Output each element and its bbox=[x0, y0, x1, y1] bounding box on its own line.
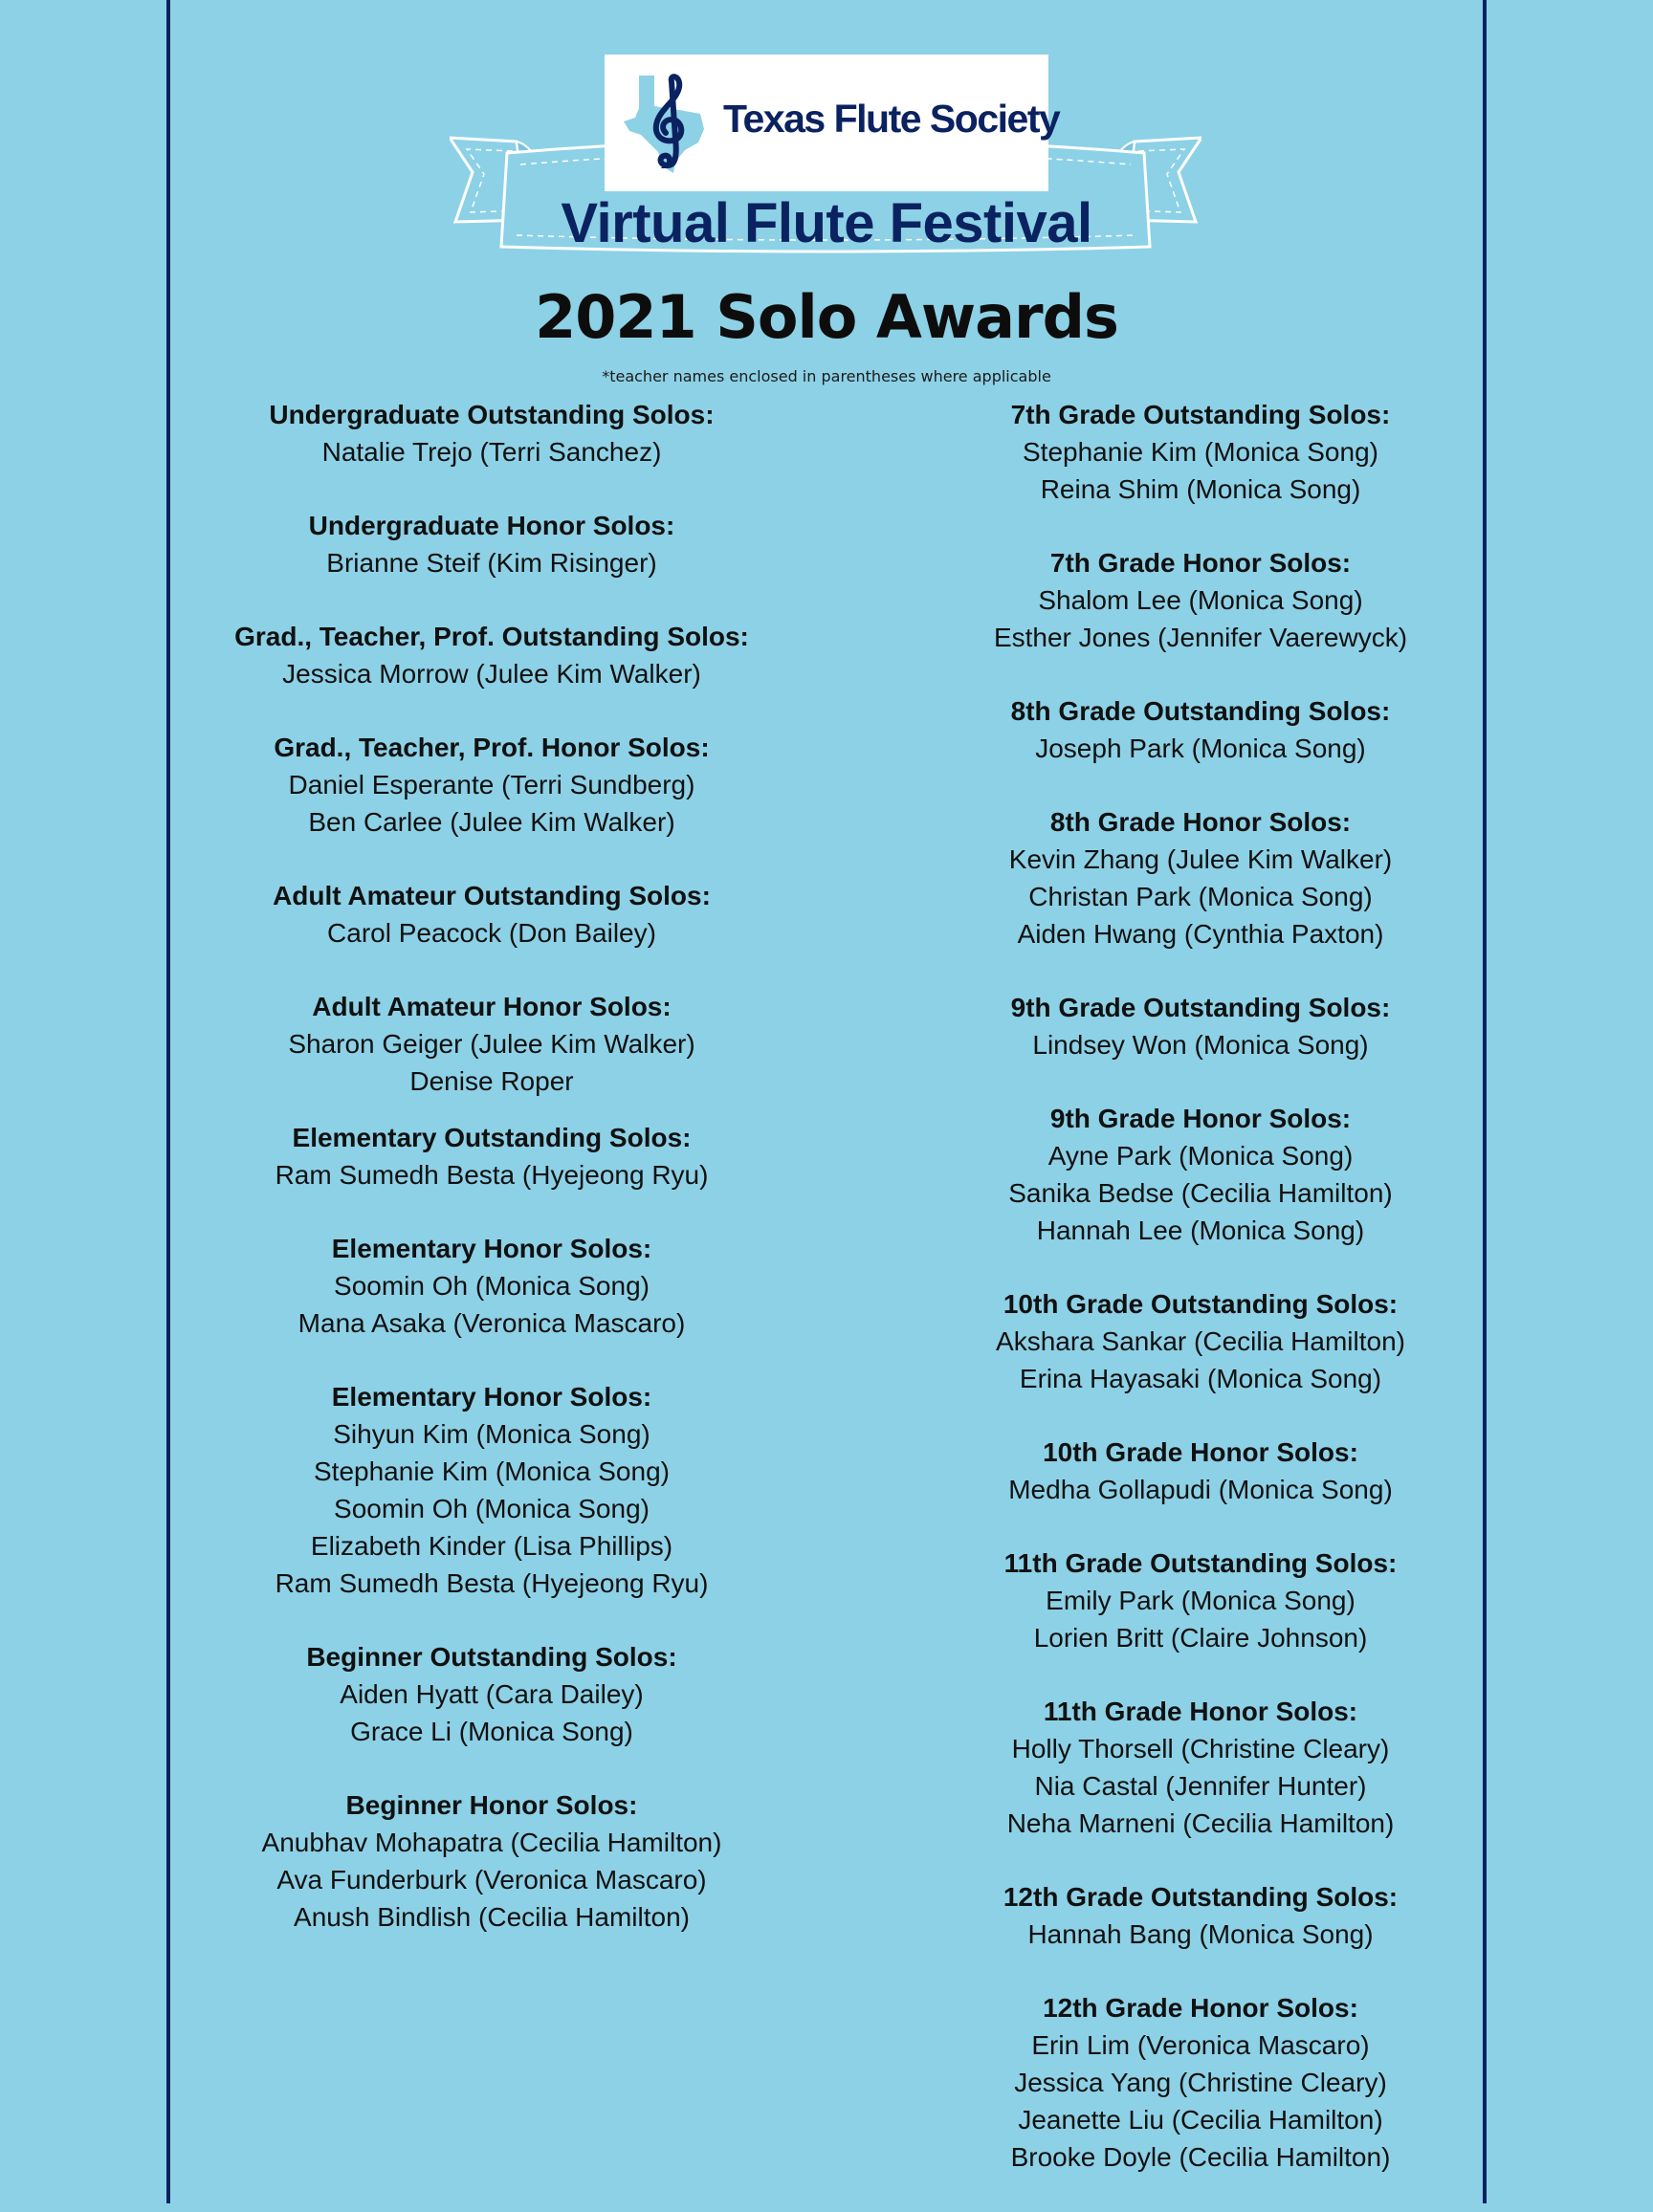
award-category-heading: 7th Grade Outstanding Solos: bbox=[1010, 400, 1391, 429]
awardee-name: Brianne Steif (Kim Risinger) bbox=[326, 548, 657, 578]
awardee-name: Erina Hayasaki (Monica Song) bbox=[1019, 1364, 1382, 1393]
awardee-name: Jeanette Liu (Cecilia Hamilton) bbox=[1018, 2105, 1383, 2135]
award-section bbox=[182, 877, 802, 952]
award-section bbox=[182, 396, 802, 471]
awardee-name: Lindsey Won (Monica Song) bbox=[1032, 1030, 1369, 1060]
award-section bbox=[923, 1544, 1478, 1656]
logo-text: Texas Flute Society bbox=[723, 97, 1060, 141]
award-category-heading: 10th Grade Honor Solos: bbox=[1043, 1437, 1358, 1467]
award-section bbox=[182, 618, 802, 692]
awardee-name: Stephanie Kim (Monica Song) bbox=[314, 1456, 670, 1486]
awardee-name: Jessica Morrow (Julee Kim Walker) bbox=[282, 659, 701, 689]
awardee-name: Medha Gollapudi (Monica Song) bbox=[1008, 1475, 1393, 1504]
award-section bbox=[923, 544, 1478, 656]
award-category-heading: Elementary Outstanding Solos: bbox=[292, 1123, 692, 1152]
award-category-heading: Adult Amateur Honor Solos: bbox=[312, 992, 672, 1021]
award-category-heading: 10th Grade Outstanding Solos: bbox=[1003, 1289, 1399, 1319]
right-award-column bbox=[923, 396, 1478, 2212]
awardee-name: Natalie Trejo (Terri Sanchez) bbox=[321, 437, 662, 467]
award-section bbox=[923, 1878, 1478, 1953]
award-category-heading: Grad., Teacher, Prof. Outstanding Solos: bbox=[234, 622, 749, 651]
awardee-name: Soomin Oh (Monica Song) bbox=[334, 1494, 650, 1523]
award-section bbox=[923, 1693, 1478, 1842]
awardee-name: Aiden Hwang (Cynthia Paxton) bbox=[1017, 919, 1384, 949]
award-category-heading: Undergraduate Outstanding Solos: bbox=[269, 400, 715, 429]
awardee-name: Akshara Sankar (Cecilia Hamilton) bbox=[996, 1326, 1405, 1356]
awardee-name: Anubhav Mohapatra (Cecilia Hamilton) bbox=[261, 1828, 722, 1857]
award-section bbox=[923, 989, 1478, 1063]
awardee-name: Sharon Geiger (Julee Kim Walker) bbox=[288, 1029, 695, 1059]
award-section bbox=[923, 803, 1478, 953]
award-category-heading: Beginner Outstanding Solos: bbox=[306, 1642, 677, 1672]
awardee-name: Denise Roper bbox=[409, 1066, 574, 1096]
award-category-heading: 8th Grade Honor Solos: bbox=[1049, 807, 1352, 837]
page-title: 2021 Solo Awards bbox=[535, 282, 1118, 352]
awardee-name: Hannah Bang (Monica Song) bbox=[1027, 1919, 1374, 1949]
texas-map-icon bbox=[622, 72, 717, 177]
award-section bbox=[923, 1100, 1478, 1249]
award-category-heading: 12th Grade Honor Solos: bbox=[1043, 1993, 1358, 2023]
teacher-note: *teacher names enclosed in parentheses where applicable bbox=[602, 367, 1051, 385]
awardee-name: Soomin Oh (Monica Song) bbox=[334, 1271, 650, 1301]
awardee-name: Daniel Esperante (Terri Sundberg) bbox=[288, 770, 695, 799]
awardee-name: Sanika Bedse (Cecilia Hamilton) bbox=[1008, 1178, 1393, 1208]
awardee-name: Esther Jones (Jennifer Vaerewyck) bbox=[993, 623, 1408, 652]
award-category-heading: 7th Grade Honor Solos: bbox=[1049, 548, 1352, 578]
award-category-heading: Elementary Honor Solos: bbox=[331, 1382, 652, 1412]
award-category-heading: 9th Grade Honor Solos: bbox=[1049, 1104, 1352, 1133]
award-section bbox=[182, 729, 802, 841]
award-section bbox=[182, 1786, 802, 1936]
awardee-name: Reina Shim (Monica Song) bbox=[1040, 474, 1361, 504]
award-category-heading: Adult Amateur Outstanding Solos: bbox=[273, 881, 711, 910]
page-header bbox=[0, 0, 1653, 383]
award-section bbox=[923, 1285, 1478, 1397]
award-category-heading: 8th Grade Outstanding Solos: bbox=[1010, 696, 1391, 726]
left-award-column bbox=[182, 396, 802, 1972]
awardee-name: Erin Lim (Veronica Mascaro) bbox=[1031, 2030, 1370, 2060]
award-section bbox=[923, 1434, 1478, 1508]
awardee-name: Carol Peacock (Don Bailey) bbox=[327, 918, 656, 948]
logo-box bbox=[605, 55, 1060, 191]
award-category-heading: 9th Grade Outstanding Solos: bbox=[1010, 993, 1391, 1022]
awardee-name: Ava Funderburk (Veronica Mascaro) bbox=[276, 1865, 707, 1894]
awardee-name: Ram Sumedh Besta (Hyejeong Ryu) bbox=[275, 1568, 709, 1598]
award-category-heading: Grad., Teacher, Prof. Honor Solos: bbox=[274, 733, 710, 762]
awardee-name: Kevin Zhang (Julee Kim Walker) bbox=[1008, 844, 1393, 874]
award-section bbox=[182, 1119, 802, 1194]
award-section bbox=[923, 692, 1478, 767]
awardee-name: Ben Carlee (Julee Kim Walker) bbox=[308, 807, 675, 837]
awardee-name: Holly Thorsell (Christine Cleary) bbox=[1011, 1734, 1390, 1763]
awardee-name: Ram Sumedh Besta (Hyejeong Ryu) bbox=[275, 1160, 709, 1190]
awardee-name: Mana Asaka (Veronica Mascaro) bbox=[298, 1308, 686, 1338]
award-category-heading: Beginner Honor Solos: bbox=[345, 1790, 638, 1820]
awardee-name: Emily Park (Monica Song) bbox=[1046, 1586, 1355, 1615]
awardee-name: Christan Park (Monica Song) bbox=[1028, 882, 1373, 911]
award-section bbox=[923, 1989, 1478, 2176]
awardee-name: Anush Bindlish (Cecilia Hamilton) bbox=[294, 1902, 690, 1932]
award-category-heading: 11th Grade Outstanding Solos: bbox=[1003, 1548, 1398, 1578]
award-category-heading: Elementary Honor Solos: bbox=[331, 1234, 652, 1263]
awardee-name: Jessica Yang (Christine Cleary) bbox=[1014, 2068, 1387, 2097]
awardee-name: Nia Castal (Jennifer Hunter) bbox=[1034, 1771, 1367, 1801]
awardee-name: Stephanie Kim (Monica Song) bbox=[1023, 437, 1378, 467]
award-category-heading: 12th Grade Outstanding Solos: bbox=[1003, 1882, 1399, 1912]
awardee-name: Hannah Lee (Monica Song) bbox=[1036, 1216, 1365, 1245]
award-section bbox=[182, 1638, 802, 1750]
award-section bbox=[182, 988, 802, 1100]
awardee-name: Aiden Hyatt (Cara Dailey) bbox=[340, 1679, 644, 1709]
award-section bbox=[182, 507, 802, 581]
award-category-heading: Undergraduate Honor Solos: bbox=[308, 511, 675, 540]
award-category-heading: 11th Grade Honor Solos: bbox=[1043, 1697, 1358, 1726]
awardee-name: Lorien Britt (Claire Johnson) bbox=[1033, 1623, 1368, 1653]
awardee-name: Neha Marneni (Cecilia Hamilton) bbox=[1006, 1808, 1395, 1838]
award-section bbox=[182, 1230, 802, 1342]
awardee-name: Grace Li (Monica Song) bbox=[350, 1717, 633, 1746]
award-section bbox=[182, 1378, 802, 1602]
awardee-name: Ayne Park (Monica Song) bbox=[1047, 1141, 1354, 1171]
awardee-name: Sihyun Kim (Monica Song) bbox=[333, 1419, 650, 1449]
awardee-name: Brooke Doyle (Cecilia Hamilton) bbox=[1010, 2142, 1391, 2172]
awardee-name: Elizabeth Kinder (Lisa Phillips) bbox=[310, 1531, 673, 1561]
awardee-name: Joseph Park (Monica Song) bbox=[1035, 734, 1366, 763]
award-section bbox=[923, 396, 1478, 508]
awardee-name: Shalom Lee (Monica Song) bbox=[1038, 585, 1363, 615]
festival-title: Virtual Flute Festival bbox=[561, 192, 1092, 254]
